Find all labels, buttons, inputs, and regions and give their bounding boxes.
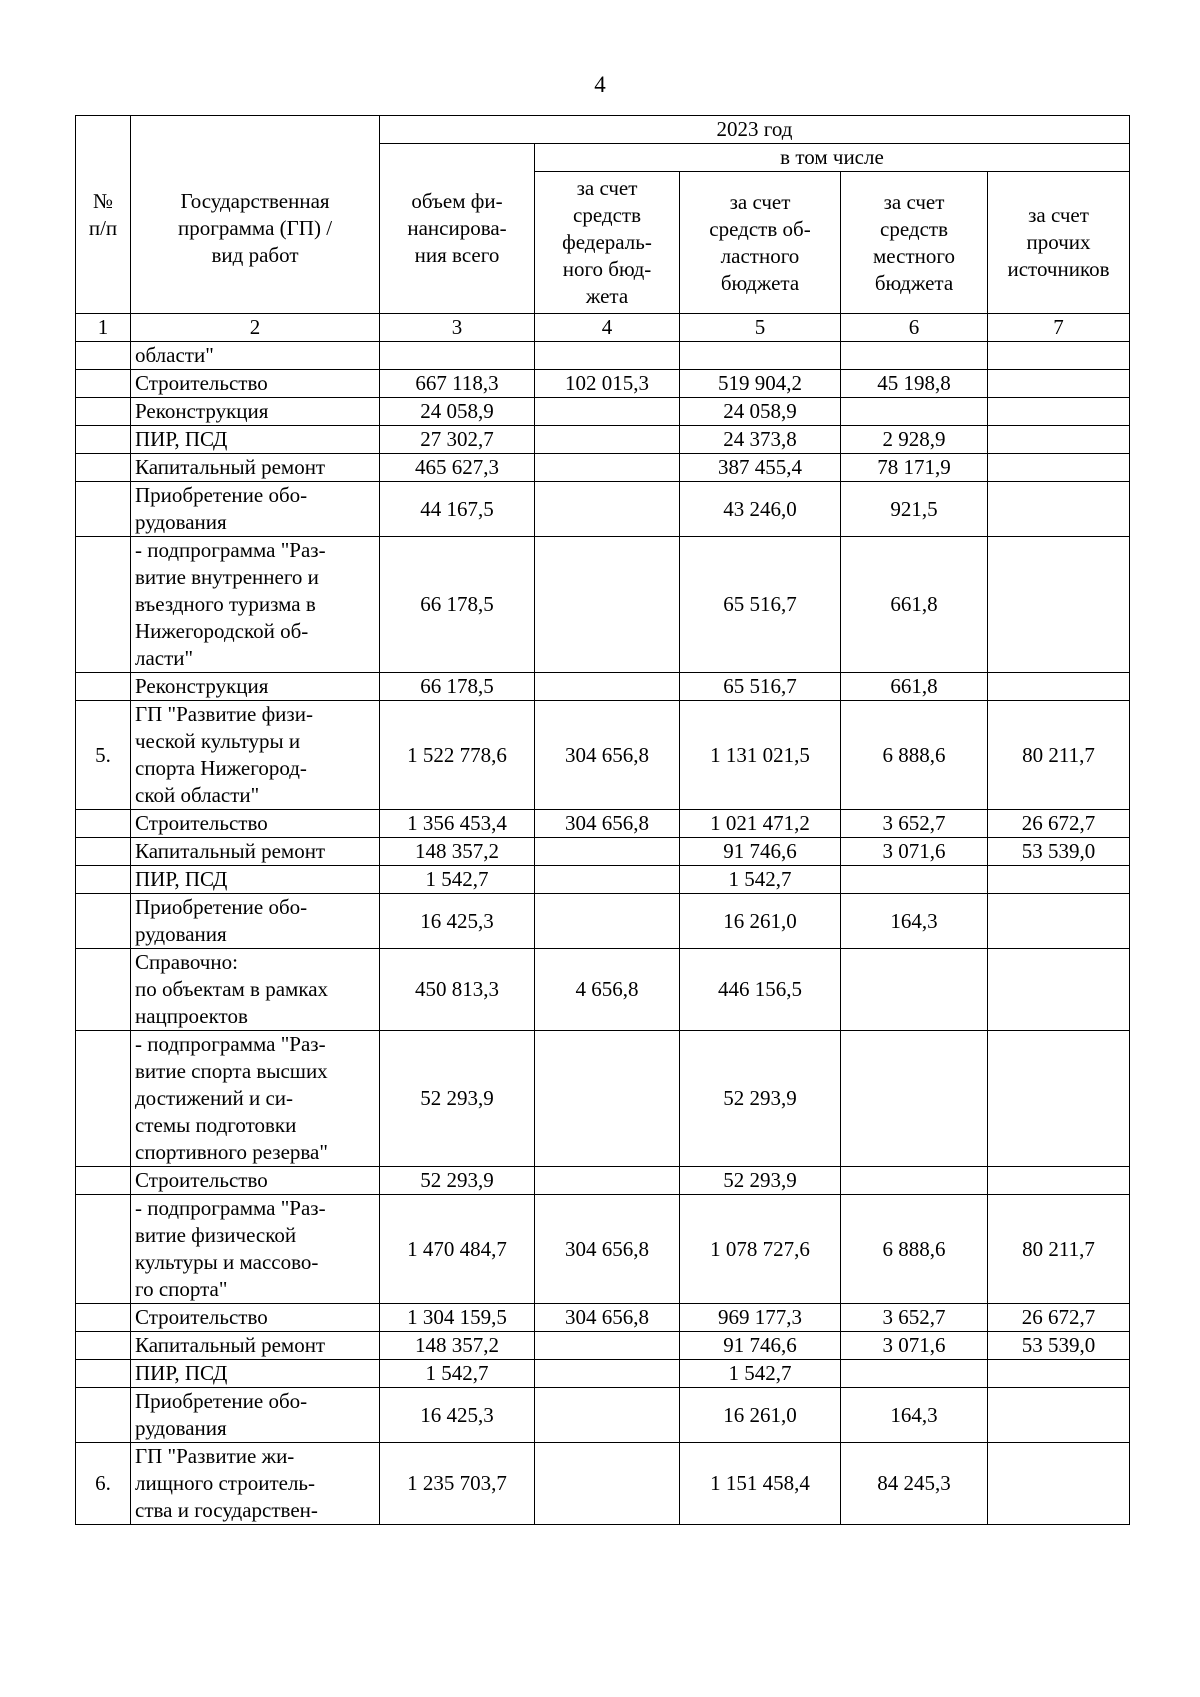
row-number xyxy=(76,673,131,701)
other-amount: 26 672,7 xyxy=(988,810,1130,838)
column-number-row xyxy=(76,314,1130,342)
program-name: ПИР, ПСД xyxy=(131,1360,380,1388)
total-amount: 1 542,7 xyxy=(380,1360,535,1388)
program-name: ГП "Развитие жи- лищного строитель- ства и государствен- xyxy=(131,1443,380,1525)
federal-amount xyxy=(535,398,680,426)
regional-amount: 1 542,7 xyxy=(680,1360,841,1388)
other-amount xyxy=(988,426,1130,454)
local-amount: 661,8 xyxy=(841,537,988,673)
other-amount: 53 539,0 xyxy=(988,1332,1130,1360)
federal-amount: 304 656,8 xyxy=(535,810,680,838)
total-amount: 667 118,3 xyxy=(380,370,535,398)
other-amount xyxy=(988,1031,1130,1167)
column-number: 6 xyxy=(841,314,988,342)
federal-amount xyxy=(535,1332,680,1360)
row-number xyxy=(76,370,131,398)
local-amount: 661,8 xyxy=(841,673,988,701)
program-name: - подпрограмма "Раз- витие физической культуры и массово- го спорта" xyxy=(131,1195,380,1304)
federal-amount: 4 656,8 xyxy=(535,949,680,1031)
total-amount: 52 293,9 xyxy=(380,1031,535,1167)
regional-amount: 91 746,6 xyxy=(680,838,841,866)
program-name: Реконструкция xyxy=(131,398,380,426)
program-name: Капитальный ремонт xyxy=(131,1332,380,1360)
regional-amount: 52 293,9 xyxy=(680,1031,841,1167)
total-amount: 66 178,5 xyxy=(380,537,535,673)
header-year: 2023 год xyxy=(380,116,1130,144)
row-number xyxy=(76,1388,131,1443)
row-number: 6. xyxy=(76,1443,131,1525)
local-amount: 3 652,7 xyxy=(841,810,988,838)
program-name: Строительство xyxy=(131,1167,380,1195)
federal-amount: 304 656,8 xyxy=(535,1195,680,1304)
regional-amount: 16 261,0 xyxy=(680,894,841,949)
table-row xyxy=(76,1304,1130,1332)
row-number xyxy=(76,866,131,894)
row-number xyxy=(76,454,131,482)
local-amount: 45 198,8 xyxy=(841,370,988,398)
federal-amount xyxy=(535,537,680,673)
other-amount: 26 672,7 xyxy=(988,1304,1130,1332)
local-amount xyxy=(841,1167,988,1195)
program-name: Реконструкция xyxy=(131,673,380,701)
program-name: Приобретение обо- рудования xyxy=(131,482,380,537)
other-amount xyxy=(988,398,1130,426)
other-amount xyxy=(988,482,1130,537)
column-number: 4 xyxy=(535,314,680,342)
program-name: Приобретение обо- рудования xyxy=(131,1388,380,1443)
program-name: Строительство xyxy=(131,370,380,398)
other-amount xyxy=(988,894,1130,949)
table-row xyxy=(76,866,1130,894)
other-amount xyxy=(988,537,1130,673)
table-row xyxy=(76,342,1130,370)
other-amount: 80 211,7 xyxy=(988,701,1130,810)
regional-amount: 43 246,0 xyxy=(680,482,841,537)
table-row xyxy=(76,701,1130,810)
program-name: Капитальный ремонт xyxy=(131,838,380,866)
column-number: 2 xyxy=(131,314,380,342)
other-amount xyxy=(988,866,1130,894)
table-body xyxy=(76,342,1130,1525)
program-name: области" xyxy=(131,342,380,370)
other-amount xyxy=(988,370,1130,398)
local-amount: 164,3 xyxy=(841,894,988,949)
regional-amount: 1 131 021,5 xyxy=(680,701,841,810)
header-col-no: № п/п xyxy=(76,116,131,314)
row-number xyxy=(76,426,131,454)
other-amount xyxy=(988,454,1130,482)
program-name: Строительство xyxy=(131,810,380,838)
column-number: 3 xyxy=(380,314,535,342)
row-number xyxy=(76,1332,131,1360)
table-row xyxy=(76,1332,1130,1360)
column-number: 5 xyxy=(680,314,841,342)
total-amount: 16 425,3 xyxy=(380,1388,535,1443)
federal-amount xyxy=(535,1360,680,1388)
row-number xyxy=(76,1031,131,1167)
local-amount: 3 071,6 xyxy=(841,1332,988,1360)
federal-amount xyxy=(535,482,680,537)
regional-amount: 969 177,3 xyxy=(680,1304,841,1332)
federal-amount xyxy=(535,673,680,701)
table-row xyxy=(76,537,1130,673)
local-amount: 6 888,6 xyxy=(841,1195,988,1304)
regional-amount: 1 021 471,2 xyxy=(680,810,841,838)
row-number xyxy=(76,482,131,537)
local-amount: 2 928,9 xyxy=(841,426,988,454)
local-amount: 78 171,9 xyxy=(841,454,988,482)
total-amount: 148 357,2 xyxy=(380,1332,535,1360)
regional-amount: 24 373,8 xyxy=(680,426,841,454)
row-number xyxy=(76,398,131,426)
other-amount: 80 211,7 xyxy=(988,1195,1130,1304)
row-number: 5. xyxy=(76,701,131,810)
header-row-year xyxy=(76,116,1130,144)
regional-amount: 65 516,7 xyxy=(680,537,841,673)
other-amount xyxy=(988,342,1130,370)
total-amount: 44 167,5 xyxy=(380,482,535,537)
other-amount xyxy=(988,1388,1130,1443)
total-amount: 465 627,3 xyxy=(380,454,535,482)
table-row xyxy=(76,454,1130,482)
column-number: 7 xyxy=(988,314,1130,342)
federal-amount xyxy=(535,1443,680,1525)
header-col-regional: за счет средств об- ластного бюджета xyxy=(680,172,841,314)
row-number xyxy=(76,894,131,949)
regional-amount: 1 151 458,4 xyxy=(680,1443,841,1525)
total-amount: 148 357,2 xyxy=(380,838,535,866)
regional-amount: 52 293,9 xyxy=(680,1167,841,1195)
local-amount: 3 652,7 xyxy=(841,1304,988,1332)
table-row xyxy=(76,1031,1130,1167)
total-amount: 1 542,7 xyxy=(380,866,535,894)
row-number xyxy=(76,1195,131,1304)
other-amount xyxy=(988,1167,1130,1195)
regional-amount: 16 261,0 xyxy=(680,1388,841,1443)
program-name: Капитальный ремонт xyxy=(131,454,380,482)
table-row xyxy=(76,1443,1130,1525)
table-row xyxy=(76,838,1130,866)
regional-amount: 446 156,5 xyxy=(680,949,841,1031)
total-amount: 27 302,7 xyxy=(380,426,535,454)
header-col-other: за счет прочих источников xyxy=(988,172,1130,314)
program-name: - подпрограмма "Раз- витие внутреннего и въездного туризма в Нижегородской об- ласти" xyxy=(131,537,380,673)
total-amount: 450 813,3 xyxy=(380,949,535,1031)
federal-amount: 304 656,8 xyxy=(535,701,680,810)
local-amount xyxy=(841,949,988,1031)
federal-amount xyxy=(535,342,680,370)
regional-amount: 1 542,7 xyxy=(680,866,841,894)
table-row xyxy=(76,949,1130,1031)
regional-amount: 1 078 727,6 xyxy=(680,1195,841,1304)
total-amount: 52 293,9 xyxy=(380,1167,535,1195)
row-number xyxy=(76,342,131,370)
program-name: ПИР, ПСД xyxy=(131,426,380,454)
program-name: - подпрограмма "Раз- витие спорта высших достижений и си- стемы подготовки спортивного резерва" xyxy=(131,1031,380,1167)
header-col-program: Государственная программа (ГП) / вид работ xyxy=(131,116,380,314)
regional-amount: 91 746,6 xyxy=(680,1332,841,1360)
federal-amount xyxy=(535,838,680,866)
table-row xyxy=(76,1167,1130,1195)
program-name: Приобретение обо- рудования xyxy=(131,894,380,949)
local-amount xyxy=(841,342,988,370)
federal-amount xyxy=(535,866,680,894)
total-amount: 1 356 453,4 xyxy=(380,810,535,838)
local-amount: 6 888,6 xyxy=(841,701,988,810)
federal-amount xyxy=(535,1031,680,1167)
table-row xyxy=(76,370,1130,398)
header-col-local: за счет средств местного бюджета xyxy=(841,172,988,314)
other-amount xyxy=(988,1443,1130,1525)
federal-amount xyxy=(535,1388,680,1443)
table-row xyxy=(76,810,1130,838)
local-amount xyxy=(841,866,988,894)
program-name: Строительство xyxy=(131,1304,380,1332)
program-name: Справочно: по объектам в рамках нацпроектов xyxy=(131,949,380,1031)
federal-amount: 304 656,8 xyxy=(535,1304,680,1332)
regional-amount: 24 058,9 xyxy=(680,398,841,426)
local-amount: 84 245,3 xyxy=(841,1443,988,1525)
local-amount xyxy=(841,1360,988,1388)
federal-amount xyxy=(535,454,680,482)
row-number xyxy=(76,949,131,1031)
federal-amount xyxy=(535,894,680,949)
table-row xyxy=(76,398,1130,426)
local-amount xyxy=(841,398,988,426)
other-amount xyxy=(988,949,1130,1031)
federal-amount: 102 015,3 xyxy=(535,370,680,398)
header-col-total: объем фи- нансирова- ния всего xyxy=(380,144,535,314)
table-row xyxy=(76,673,1130,701)
column-number: 1 xyxy=(76,314,131,342)
total-amount: 16 425,3 xyxy=(380,894,535,949)
total-amount: 1 235 703,7 xyxy=(380,1443,535,1525)
row-number xyxy=(76,1360,131,1388)
row-number xyxy=(76,1304,131,1332)
regional-amount: 387 455,4 xyxy=(680,454,841,482)
row-number xyxy=(76,838,131,866)
local-amount: 921,5 xyxy=(841,482,988,537)
total-amount: 66 178,5 xyxy=(380,673,535,701)
table-row xyxy=(76,426,1130,454)
other-amount xyxy=(988,1360,1130,1388)
row-number xyxy=(76,1167,131,1195)
total-amount: 1 304 159,5 xyxy=(380,1304,535,1332)
row-number xyxy=(76,537,131,673)
local-amount: 164,3 xyxy=(841,1388,988,1443)
regional-amount: 519 904,2 xyxy=(680,370,841,398)
federal-amount xyxy=(535,426,680,454)
local-amount: 3 071,6 xyxy=(841,838,988,866)
table-row xyxy=(76,1388,1130,1443)
table-row xyxy=(76,1195,1130,1304)
other-amount xyxy=(988,673,1130,701)
regional-amount: 65 516,7 xyxy=(680,673,841,701)
regional-amount xyxy=(680,342,841,370)
total-amount: 1 522 778,6 xyxy=(380,701,535,810)
table-row xyxy=(76,894,1130,949)
program-name: ГП "Развитие физи- ческой культуры и спорта Нижегород- ской области" xyxy=(131,701,380,810)
total-amount xyxy=(380,342,535,370)
federal-amount xyxy=(535,1167,680,1195)
local-amount xyxy=(841,1031,988,1167)
table-row xyxy=(76,482,1130,537)
total-amount: 24 058,9 xyxy=(380,398,535,426)
header-col-federal: за счет средств федераль- ного бюд- жета xyxy=(535,172,680,314)
program-name: ПИР, ПСД xyxy=(131,866,380,894)
row-number xyxy=(76,810,131,838)
other-amount: 53 539,0 xyxy=(988,838,1130,866)
total-amount: 1 470 484,7 xyxy=(380,1195,535,1304)
header-including: в том числе xyxy=(535,144,1130,172)
budget-table xyxy=(75,115,1130,1525)
table-row xyxy=(76,1360,1130,1388)
page-number: 4 xyxy=(594,72,606,97)
